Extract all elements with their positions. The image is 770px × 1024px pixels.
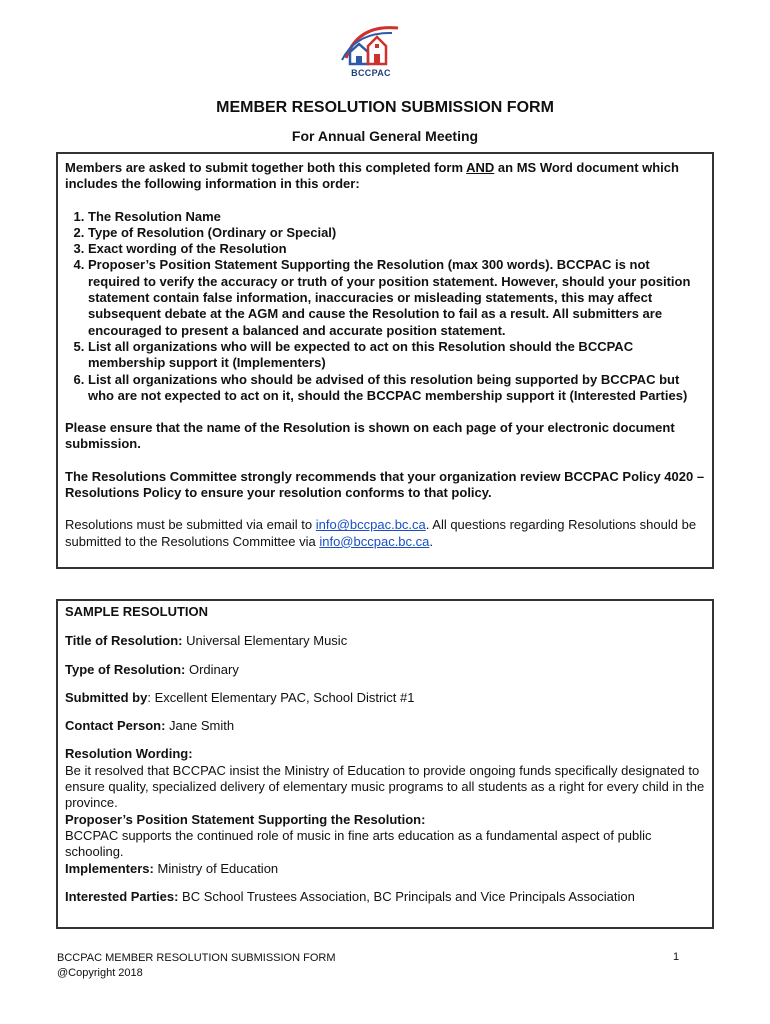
field-value: : Excellent Elementary PAC, School District #1	[147, 689, 415, 705]
footer-copyright: @Copyright 2018	[57, 967, 143, 979]
form-subtitle: For Annual General Meeting	[291, 128, 479, 144]
requirement-item: 1. The Resolution Name	[88, 209, 705, 225]
requirement-item: 3. Exact wording of the Resolution	[88, 241, 705, 257]
sample-heading: SAMPLE RESOLUTION	[65, 604, 209, 619]
sample-interested-field	[65, 889, 705, 905]
sample-resolution-box	[56, 599, 714, 929]
email-note-start: Resolutions must be submitted via email to	[65, 517, 316, 533]
field-label: Interested Parties:	[65, 888, 179, 904]
email-note-end: .	[429, 533, 433, 549]
field-label: Type of Resolution:	[65, 661, 186, 677]
field-value: Universal Elementary Music	[182, 633, 348, 649]
submission-email-note	[65, 517, 705, 550]
field-value: Jane Smith	[165, 718, 235, 734]
intro-and-emphasis: AND	[466, 160, 495, 175]
intro-text-end: an MS Word document which includes the following information in this order:	[65, 160, 679, 192]
sample-implementers-field	[65, 861, 705, 877]
field-label: Title of Resolution:	[65, 633, 183, 649]
sample-wording-label: Resolution Wording:	[65, 746, 193, 762]
instructions-box	[56, 152, 714, 569]
field-label: Implementers:	[65, 860, 154, 876]
form-title: MEMBER RESOLUTION SUBMISSION FORM	[216, 99, 554, 116]
footer-form-name: BCCPAC MEMBER RESOLUTION SUBMISSION FORM	[57, 952, 336, 964]
ensure-name-note: Please ensure that the name of the Resolution is shown on each page of your electronic document submission.	[65, 420, 675, 452]
requirement-item: 2. Type of Resolution (Ordinary or Special)	[88, 225, 705, 241]
email-link-info[interactable]: info@bccpac.bc.ca	[315, 517, 426, 533]
email-link-committee[interactable]: info@bccpac.bc.ca	[319, 533, 430, 549]
sample-position-text: BCCPAC supports the continued role of music in fine arts education as a fundamental aspect of public schooling.	[65, 827, 652, 860]
email-note-middle: . All questions regarding Resolutions should be submitted to the Resolutions Committee via	[65, 517, 697, 549]
page-footer	[57, 951, 336, 981]
sample-title-field	[65, 633, 705, 649]
sample-contact-field	[65, 718, 705, 734]
intro-text-start: Members are asked to submit together both this completed form	[65, 160, 467, 175]
sample-submitted-field	[65, 690, 705, 706]
field-value: BC School Trustees Association, BC Principals and Vice Principals Association	[178, 888, 635, 904]
requirement-item: 4. Proposer’s Position Statement Supporting the Resolution (max 300 words). BCCPAC is not required to verify the accuracy or truth of your position statement. However, should your position statement contain false information, inaccuracies or misleading statements, this may affect subsequent debate at the AGM and cause the Resolution to fail as a result. All submitters are encouraged to present a balanced and accurate position statement.	[88, 257, 705, 338]
committee-recommendation: The Resolutions Committee strongly recommends that your organization review BCCPAC Policy 4020 – Resolutions Policy to ensure your resolution conforms to that policy.	[65, 468, 705, 501]
field-value: Ordinary	[185, 661, 239, 677]
page-number: 1	[673, 951, 680, 963]
field-label: Submitted by	[65, 689, 148, 705]
logo-wordmark: BCCPAC	[351, 68, 391, 78]
field-value: Ministry of Education	[153, 860, 279, 876]
instructions-intro	[65, 160, 705, 193]
requirements-list	[65, 209, 705, 405]
sample-position-label: Proposer’s Position Statement Supporting the Resolution:	[65, 811, 426, 827]
field-label: Contact Person:	[65, 718, 166, 734]
requirement-item: 5. List all organizations who will be expected to act on this Resolution should the BCCPAC membership support it (Implementers)	[88, 339, 705, 372]
sample-wording-text: Be it resolved that BCCPAC insist the Ministry of Education to provide ongoing funds specifically designated to ensure quality, specialized delivery of elementary music programs to all students as a right for every child in the province.	[65, 762, 705, 811]
sample-type-field	[65, 662, 705, 678]
requirement-item: 6. List all organizations who should be advised of this resolution being supported by BCCPAC but who are not expected to act on it, should the BCCPAC membership support it (Interested Parties)	[88, 372, 705, 405]
